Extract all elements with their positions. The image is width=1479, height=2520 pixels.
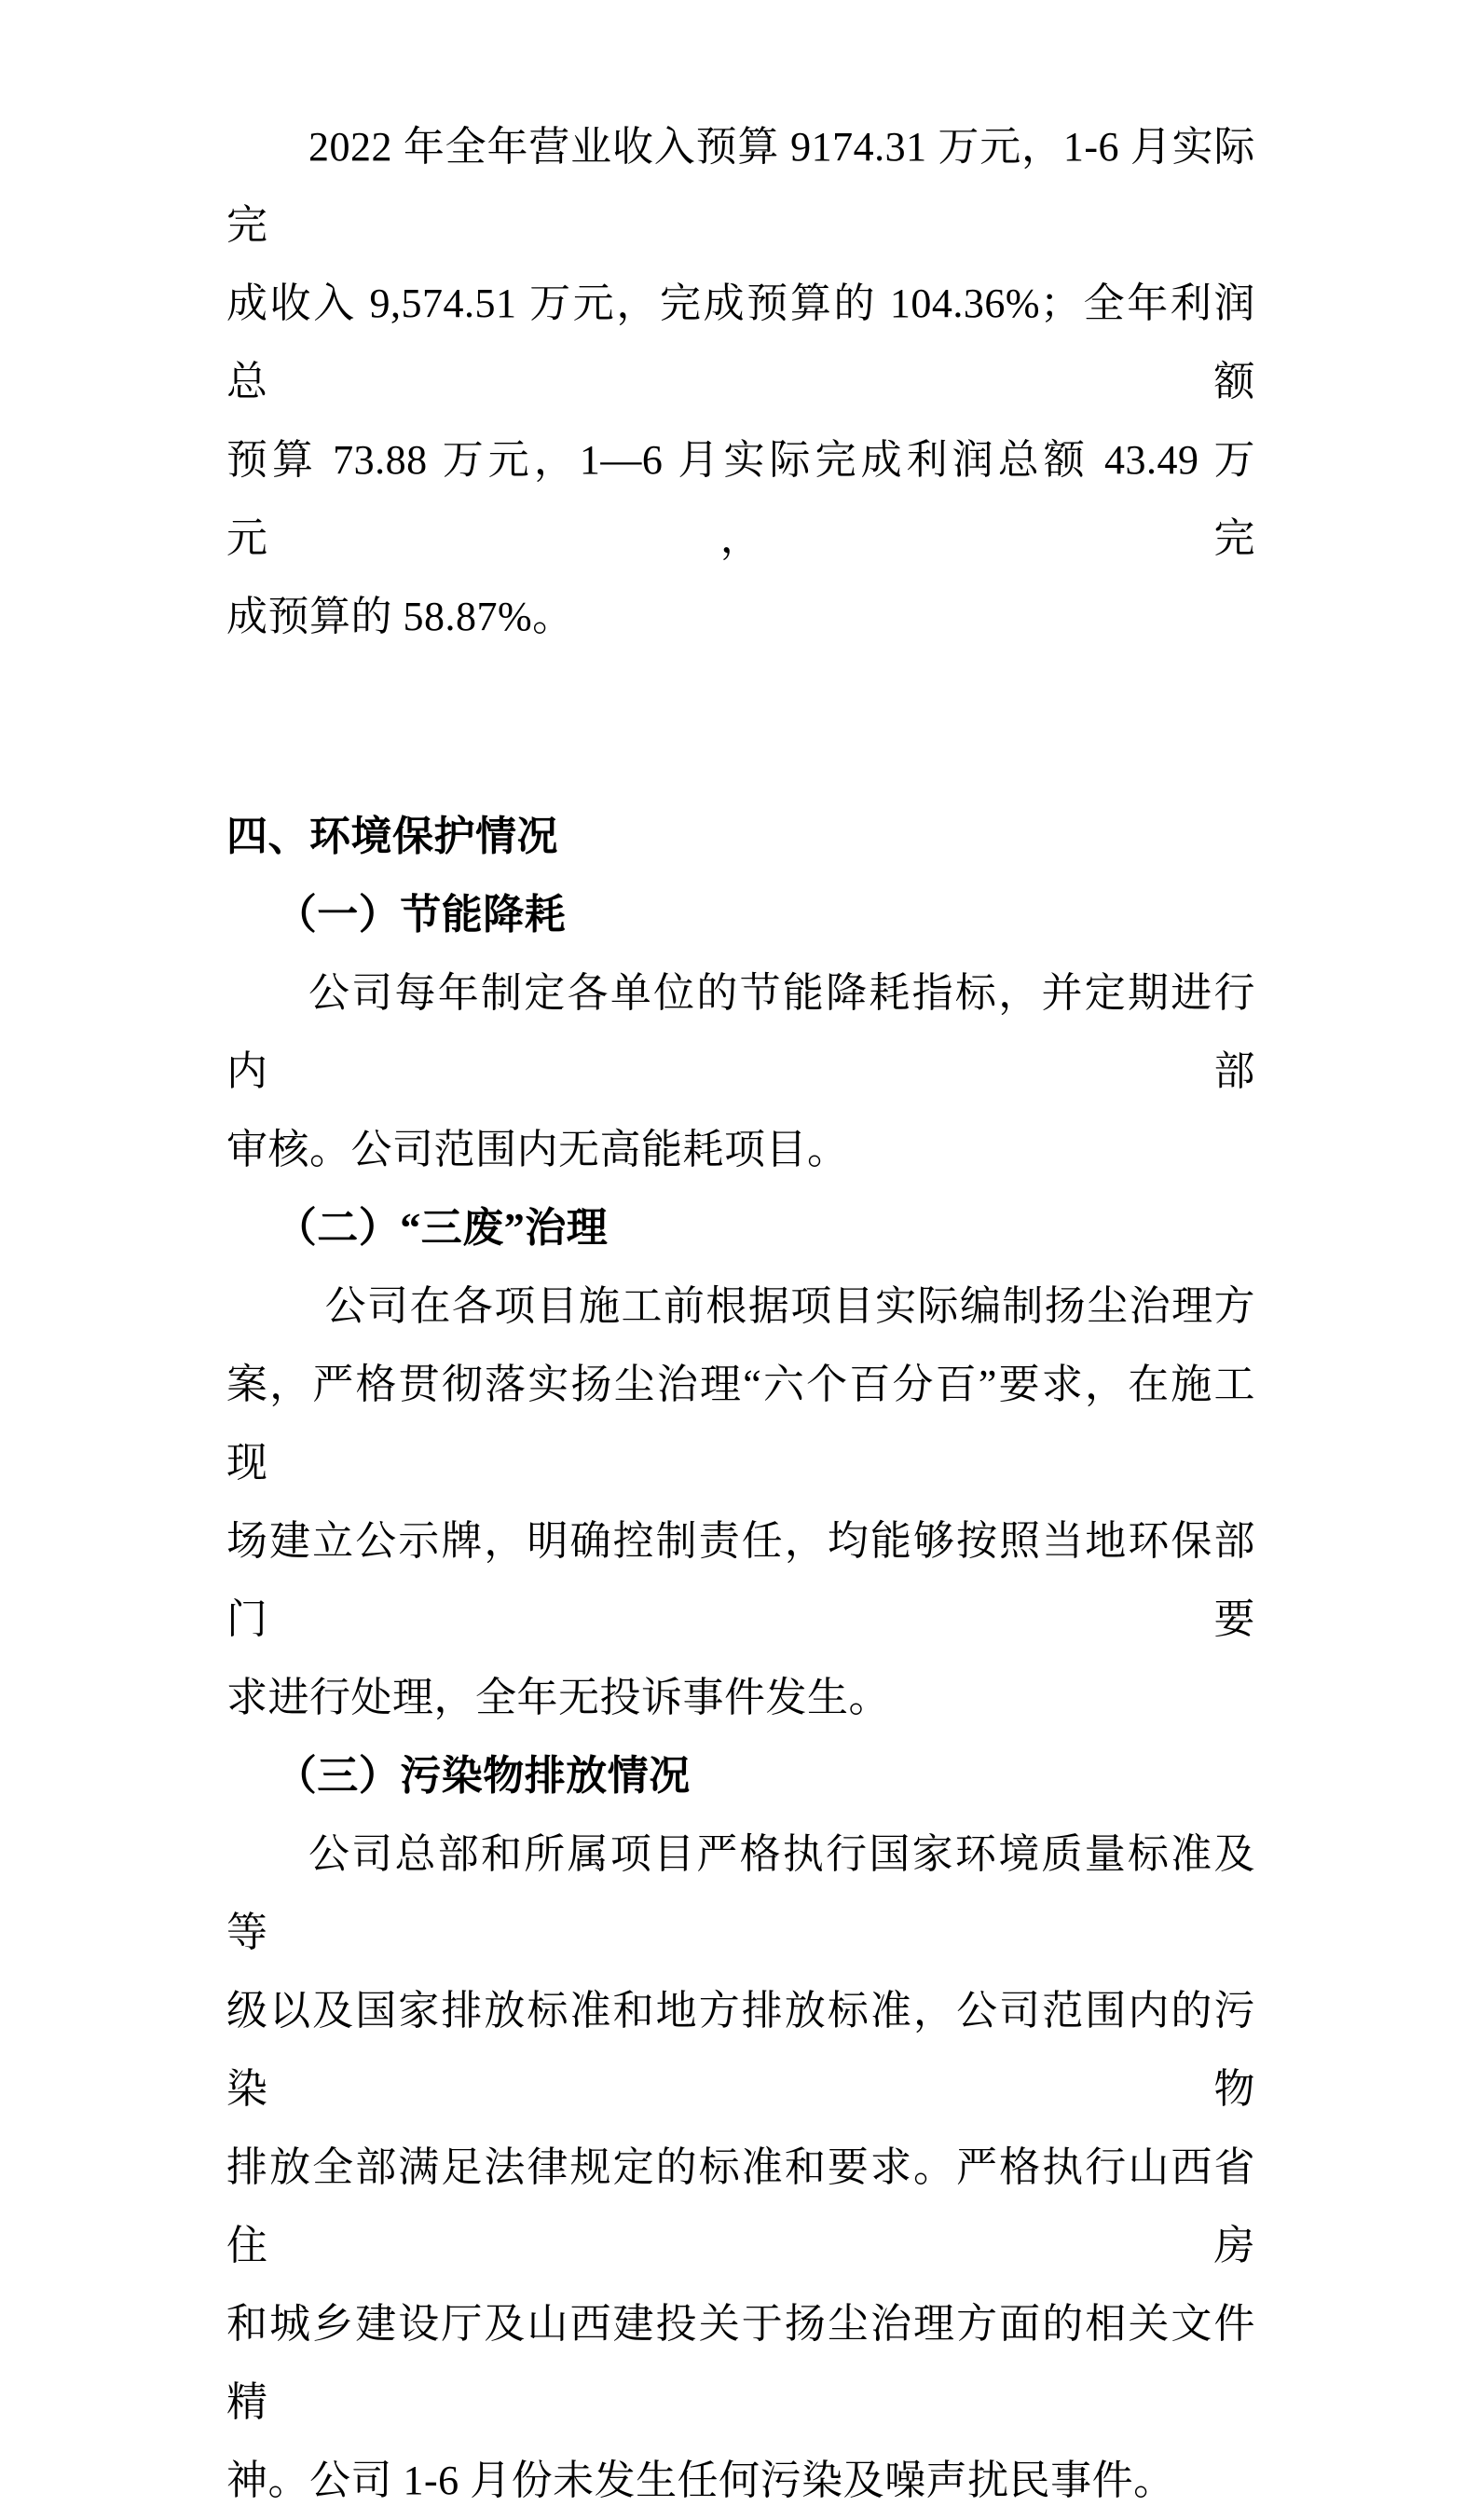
text-line: 预算 73.88 万元，1—6 月实际完成利润总额 43.49 万元，完: [226, 437, 1255, 561]
text-line: 级以及国家排放标准和地方排放标准，公司范围内的污染物: [226, 1988, 1255, 2112]
text-line: （二）“三废”治理: [275, 1205, 609, 1251]
text-line: 公司在各项目施工前根据项目实际编制扬尘治理方: [324, 1283, 1255, 1329]
heading-energy-saving: [226, 876, 1255, 954]
text-line: （三）污染物排放情况: [275, 1753, 691, 1799]
text-line: 和城乡建设厅及山西建投关于扬尘治理方面的相关文件精: [226, 2301, 1255, 2425]
text-line: 公司总部和所属项目严格执行国家环境质量标准及等: [226, 1831, 1255, 1955]
text-line: 成预算的 58.87%。: [226, 594, 574, 639]
section-gap: [226, 656, 1255, 798]
text-line: 案，严格贯彻落实扬尘治理“六个百分百”要求，在施工现: [226, 1362, 1255, 1486]
heading-environment-protection: [226, 798, 1255, 876]
para-energy-saving: [226, 954, 1255, 1189]
text-line: 排放全部满足法律规定的标准和要求。严格执行山西省住房: [226, 2144, 1255, 2268]
para-three-wastes: [226, 1267, 1255, 1737]
document-body: [226, 108, 1255, 2520]
text-line: 四、环境保护情况: [226, 814, 558, 859]
text-line: 神。公司 1-6 月份未发生任何污染及噪声扰民事件。: [226, 2458, 1175, 2503]
text-line: （一）节能降耗: [275, 892, 567, 938]
text-line: 2022 年全年营业收入预算 9174.31 万元，1-6 月实际完: [226, 124, 1255, 248]
text-line: 求进行处理，全年无投诉事件发生。: [226, 1675, 890, 1720]
heading-three-wastes: [226, 1189, 1255, 1267]
text-line: 审核。公司范围内无高能耗项目。: [226, 1127, 849, 1172]
heading-pollutant-discharge: [226, 1737, 1255, 1815]
para-pollutant-discharge: [226, 1815, 1255, 2520]
text-line: 成收入 9,574.51 万元，完成预算的 104.36%；全年利润总额: [226, 281, 1255, 404]
para-financial-summary: [226, 108, 1255, 656]
text-line: 公司每年制定各单位的节能降耗指标，并定期进行内部: [226, 970, 1255, 1094]
text-line: 场建立公示牌，明确控制责任，均能够按照当地环保部门要: [226, 1518, 1255, 1642]
